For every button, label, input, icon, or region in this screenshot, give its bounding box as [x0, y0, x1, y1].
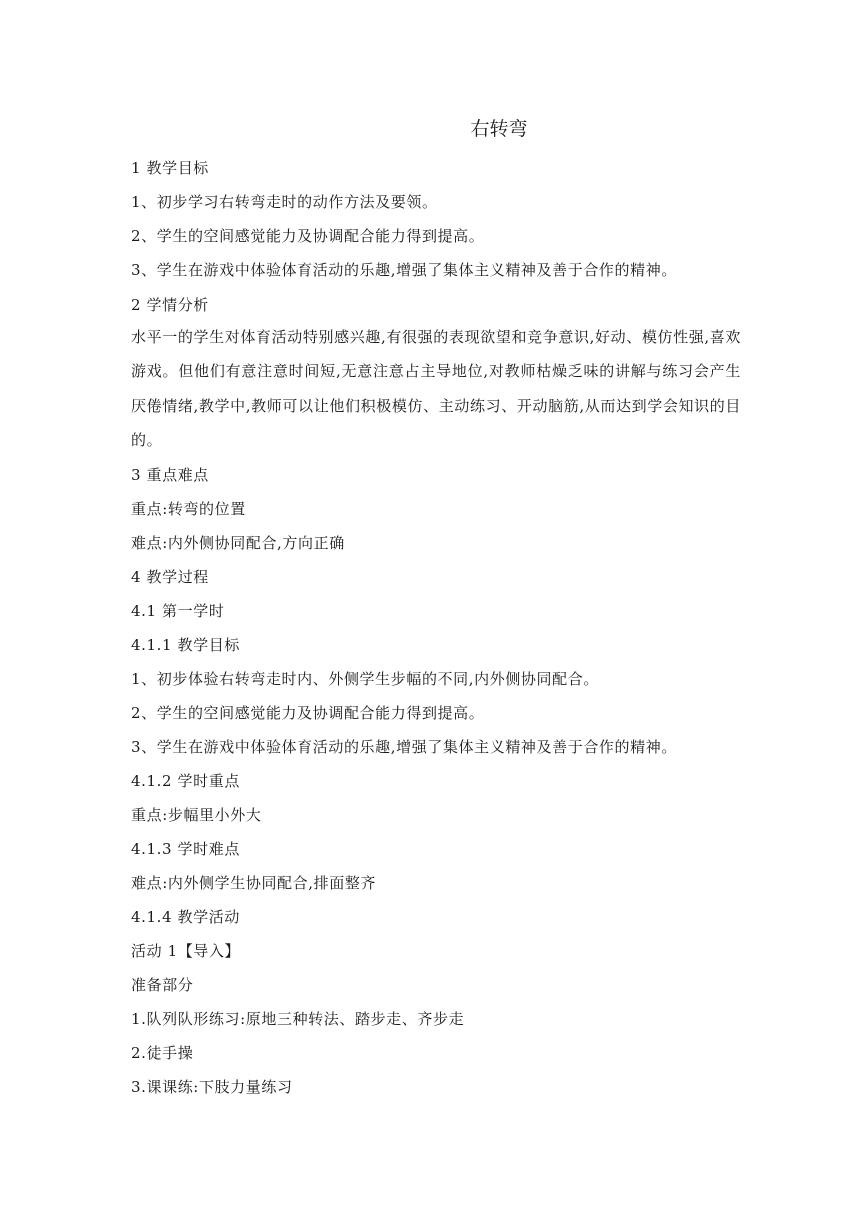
activity-1-heading: 活动 1【导入】 — [131, 942, 241, 960]
preparation-item-1: 1.队列队形练习:原地三种转法、踏步走、齐步走 — [131, 1010, 465, 1028]
document-title: 右转弯 — [470, 118, 528, 140]
heading-teaching-activities: 4.1.4 教学活动 — [131, 908, 240, 926]
period-goal-item-1: 1、初步体验右转弯走时内、外侧学生步幅的不同,内外侧协同配合。 — [131, 670, 599, 688]
heading-period-key: 4.1.2 学时重点 — [131, 772, 240, 790]
key-point: 重点:转弯的位置 — [131, 500, 246, 518]
heading-teaching-process: 4 教学过程 — [131, 568, 209, 586]
period-goal-item-3: 3、学生在游戏中体验体育活动的乐趣,增强了集体主义精神及善于合作的精神。 — [131, 738, 677, 756]
heading-first-period: 4.1 第一学时 — [131, 602, 225, 620]
preparation-item-3: 3.课课练:下肢力量练习 — [131, 1078, 293, 1096]
preparation-item-2: 2.徒手操 — [131, 1044, 194, 1062]
heading-teaching-goals: 1 教学目标 — [131, 159, 209, 177]
preparation-heading: 准备部分 — [131, 976, 194, 994]
period-key-point: 重点:步幅里小外大 — [131, 806, 262, 824]
heading-period-difficulty: 4.1.3 学时难点 — [131, 840, 240, 858]
heading-key-points: 3 重点难点 — [131, 466, 209, 484]
difficult-point: 难点:内外侧协同配合,方向正确 — [131, 534, 345, 552]
heading-student-analysis: 2 学情分析 — [131, 296, 209, 314]
heading-period-goals: 4.1.1 教学目标 — [131, 636, 240, 654]
goal-item-1: 1、初步学习右转弯走时的动作方法及要领。 — [131, 193, 438, 211]
student-analysis-paragraph: 水平一的学生对体育活动特别感兴趣,有很强的表现欲望和竞争意识,好动、模仿性强,喜欢游戏。但他们有意注意时间短,无意注意占主导地位,对教师枯燥乏味的讲解与练习会产生厌倦情绪,教学中,教师可以让他们积极模仿、主动练习、开动脑筋,从而达到学会知识的目的。 — [131, 328, 741, 449]
period-goal-item-2: 2、学生的空间感觉能力及协调配合能力得到提高。 — [131, 704, 485, 722]
goal-item-3: 3、学生在游戏中体验体育活动的乐趣,增强了集体主义精神及善于合作的精神。 — [131, 261, 677, 279]
period-difficult-point: 难点:内外侧学生协同配合,排面整齐 — [131, 874, 377, 892]
goal-item-2: 2、学生的空间感觉能力及协调配合能力得到提高。 — [131, 227, 485, 245]
